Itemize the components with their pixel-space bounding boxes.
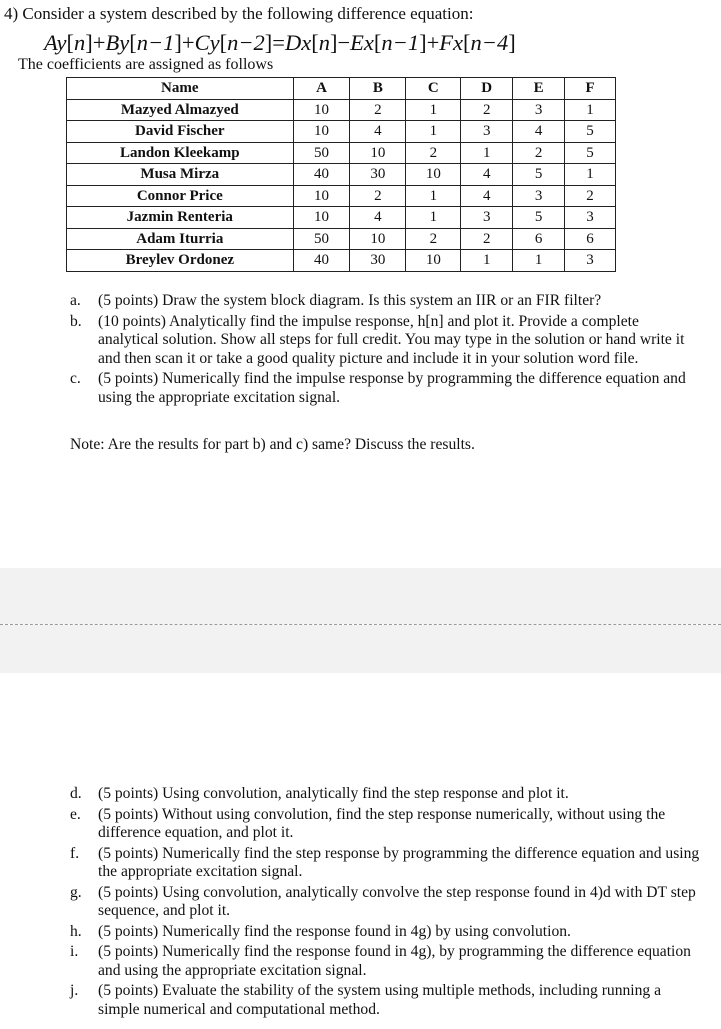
cell-f: 2 [565,185,616,207]
list-marker: h. [70,922,82,940]
list-text: (5 points) Draw the system block diagram. Is this system an IIR or an FIR filter? [98,292,602,309]
table-row [67,164,616,186]
cell-name: Mazyed Almazyed [67,99,294,121]
cell-c: 10 [406,250,461,272]
cell-name: Jazmin Renteria [67,207,294,229]
table-header-row [67,78,616,100]
list-text: (5 points) Numerically find the step response by programming the difference equation and using the appropriate excitation signal. [98,844,700,880]
table-row [67,207,616,229]
cell-c: 2 [406,228,461,250]
list-item [70,806,700,843]
list-text: (5 points) Evaluate the stability of the system using multiple methods, including running a simple numerical and computational method. [98,982,662,1018]
table-row [67,142,616,164]
cell-a: 10 [293,185,350,207]
cell-d: 2 [461,99,513,121]
table-row [67,121,616,143]
cell-a: 50 [293,228,350,250]
list-marker: f. [70,844,80,862]
list-item [70,923,700,942]
cell-b: 10 [350,228,406,250]
cell-a: 10 [293,121,350,143]
cell-e: 4 [513,121,565,143]
list-item [70,370,700,407]
table-row [67,250,616,272]
cell-name: David Fischer [67,121,294,143]
header-a: A [293,78,350,100]
cell-b: 10 [350,142,406,164]
cell-d: 2 [461,228,513,250]
list-text: (5 points) Numerically find the response found in 4g) by using convolution. [98,922,571,940]
list-marker: d. [70,785,82,802]
cell-e: 5 [513,164,565,186]
list-text: (5 points) Using convolution, analytically convolve the step response found in 4)d with DT step sequence, and plot it. [98,883,696,919]
cell-a: 10 [293,99,350,121]
list-marker: j. [70,982,79,999]
list-text: (5 points) Numerically find the impulse response by programming the difference equation and using the appropriate excitation signal. [98,370,686,406]
list-marker: c. [70,370,81,387]
cell-b: 4 [350,207,406,229]
list-item [70,313,700,369]
list-text: (5 points) Using convolution, analytically find the step response and plot it. [98,785,569,802]
list-item [70,785,700,804]
header-c: C [406,78,461,100]
header-e: E [513,78,565,100]
list-marker: b. [70,312,82,330]
cell-a: 10 [293,207,350,229]
cell-f: 1 [565,164,616,186]
cell-c: 1 [406,185,461,207]
cell-e: 3 [513,99,565,121]
list-item [70,884,700,921]
cell-b: 30 [350,250,406,272]
cell-name: Adam Iturria [67,228,294,250]
cell-c: 1 [406,121,461,143]
cell-f: 5 [565,121,616,143]
header-name: Name [67,78,294,100]
cell-d: 1 [461,250,513,272]
list-marker: g. [70,883,82,901]
cell-b: 4 [350,121,406,143]
table-row [67,99,616,121]
cell-e: 5 [513,207,565,229]
cell-d: 3 [461,207,513,229]
cell-a: 40 [293,250,350,272]
cell-e: 6 [513,228,565,250]
cell-a: 50 [293,142,350,164]
question-heading: 4) Consider a system described by the following difference equation: [4,4,474,23]
cell-a: 40 [293,164,350,186]
cell-e: 2 [513,142,565,164]
cell-e: 1 [513,250,565,272]
cell-e: 3 [513,185,565,207]
note-text: Note: Are the results for part b) and c) same? Discuss the results. [70,436,475,453]
parts-list-top [70,292,700,409]
cell-name: Breylev Ordonez [67,250,294,272]
cell-d: 4 [461,185,513,207]
cell-b: 30 [350,164,406,186]
page-gap-lower [0,625,721,673]
list-item [70,943,700,980]
cell-c: 10 [406,164,461,186]
cell-d: 4 [461,164,513,186]
cell-b: 2 [350,99,406,121]
cell-b: 2 [350,185,406,207]
table-row [67,228,616,250]
list-text: (5 points) Without using convolution, find the step response numerically, without using the difference equation, and plot it. [98,805,666,841]
coefficient-table [66,77,616,272]
parts-list-bottom [70,785,700,1021]
list-item [70,845,700,882]
cell-name: Musa Mirza [67,164,294,186]
list-marker: a. [70,292,81,309]
list-item [70,982,700,1019]
list-text: (10 points) Analytically find the impulse response, h[n] and plot it. Provide a complete analytical solution. Show all steps for full credit. You may type in the solution or hand write it and then scan it or take a good quality picture and include it in your solution word file. [98,312,685,367]
list-text: (5 points) Numerically find the response found in 4g), by programming the difference equation and using the appropriate excitation signal. [98,943,691,979]
page-gap [0,568,721,624]
list-item [70,292,700,311]
cell-d: 3 [461,121,513,143]
cell-f: 1 [565,99,616,121]
difference-equation: Ay[n]+By[n−1]+Cy[n−2]=Dx[n]−Ex[n−1]+Fx[n−4] [44,30,516,55]
cell-f: 3 [565,207,616,229]
coefficients-intro: The coefficients are assigned as follows [18,56,274,73]
header-f: F [565,78,616,100]
cell-name: Landon Kleekamp [67,142,294,164]
list-marker: e. [70,805,81,823]
cell-c: 1 [406,207,461,229]
header-b: B [350,78,406,100]
cell-f: 5 [565,142,616,164]
cell-d: 1 [461,142,513,164]
cell-c: 2 [406,142,461,164]
header-d: D [461,78,513,100]
cell-c: 1 [406,99,461,121]
table-row [67,185,616,207]
cell-name: Connor Price [67,185,294,207]
cell-f: 6 [565,228,616,250]
cell-f: 3 [565,250,616,272]
list-marker: i. [70,943,79,960]
